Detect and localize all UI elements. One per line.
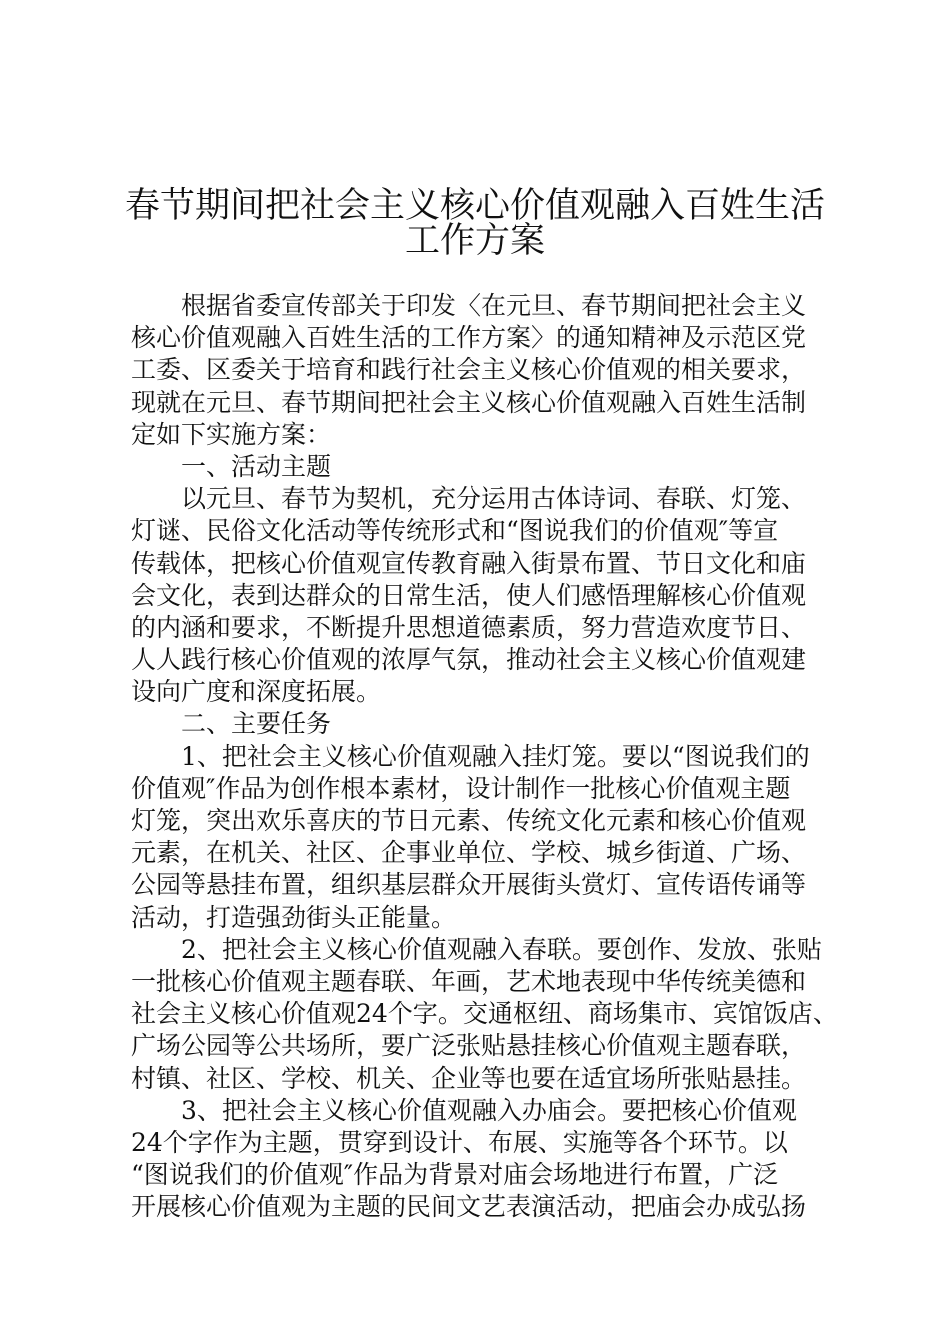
body-line: 活动，打造强劲街头正能量。 xyxy=(131,902,457,932)
body-line: 社会主义核心价值观24个字。交通枢纽、商场集市、宾馆饭店、 xyxy=(131,999,838,1029)
body-line: 的内涵和要求，不断提升思想道德素质，努力营造欢度节日、 xyxy=(131,612,807,642)
body-line: 核心价值观融入百姓生活的工作方案〉的通知精神及示范区党 xyxy=(131,323,807,353)
section-heading: 一、活动主题 xyxy=(181,451,332,481)
body-line: 设向广度和深度拓展。 xyxy=(131,677,382,707)
body-line: 人人践行核心价值观的浓厚气氛，推动社会主义核心价值观建 xyxy=(131,645,807,675)
body-line: 村镇、社区、学校、机关、企业等也要在适宜场所张贴悬挂。 xyxy=(131,1063,807,1093)
body-line: 2、把社会主义核心价值观融入春联。要创作、发放、张贴 xyxy=(181,934,822,964)
body-line: 价值观″作品为创作根本素材，设计制作一批核心价值观主题 xyxy=(131,773,791,803)
body-line: 以元旦、春节为契机，充分运用古体诗词、春联、灯笼、 xyxy=(181,484,807,514)
body-line: 24个字作为主题，贯穿到设计、布展、实施等各个环节。以 xyxy=(131,1127,788,1157)
body-line: 3、把社会主义核心价值观融入办庙会。要把核心价值观 xyxy=(181,1095,797,1125)
body-line: 1、把社会主义核心价值观融入挂灯笼。要以“图说我们的 xyxy=(181,741,810,771)
body-line: 工委、区委关于培育和践行社会主义核心价值观的相关要求， xyxy=(131,355,807,385)
body-line: 灯笼，突出欢乐喜庆的节日元素、传统文化元素和核心价值观 xyxy=(131,806,807,835)
body-line: 开展核心价值观为主题的民间文艺表演活动，把庙会办成弘扬 xyxy=(131,1192,807,1222)
body-line: “图说我们的价值观″作品为背景对庙会场地进行布置，广泛 xyxy=(131,1160,779,1190)
body-line: 公园等悬挂布置，组织基层群众开展街头赏灯、宣传语传诵等 xyxy=(131,870,807,900)
body-line: 定如下实施方案： xyxy=(131,419,332,449)
body-line: 根据省委宣传部关于印发〈在元旦、春节期间把社会主义 xyxy=(181,291,807,320)
document-title-line-2: 工作方案 xyxy=(404,221,545,261)
body-line: 元素，在机关、社区、企事业单位、学校、城乡街道、广场、 xyxy=(131,838,807,868)
body-line: 一批核心价值观主题春联、年画，艺术地表现中华传统美德和 xyxy=(131,966,807,996)
body-line: 传载体，把核心价值观宣传教育融入街景布置、节日文化和庙 xyxy=(131,548,807,578)
body-line: 会文化，表到达群众的日常生活，使人们感悟理解核心价值观 xyxy=(131,580,807,610)
body-line: 现就在元旦、春节期间把社会主义核心价值观融入百姓生活制 xyxy=(131,387,807,417)
section-heading: 二、主要任务 xyxy=(181,709,332,739)
document-title-line-1: 春节期间把社会主义核心价值观融入百姓生活 xyxy=(124,186,825,226)
document-body xyxy=(131,290,851,1223)
body-line: 灯谜、民俗文化活动等传统形式和“图说我们的价值观″等宣 xyxy=(131,516,779,546)
body-line: 广场公园等公共场所，要广泛张贴悬挂核心价值观主题春联， xyxy=(131,1031,807,1061)
